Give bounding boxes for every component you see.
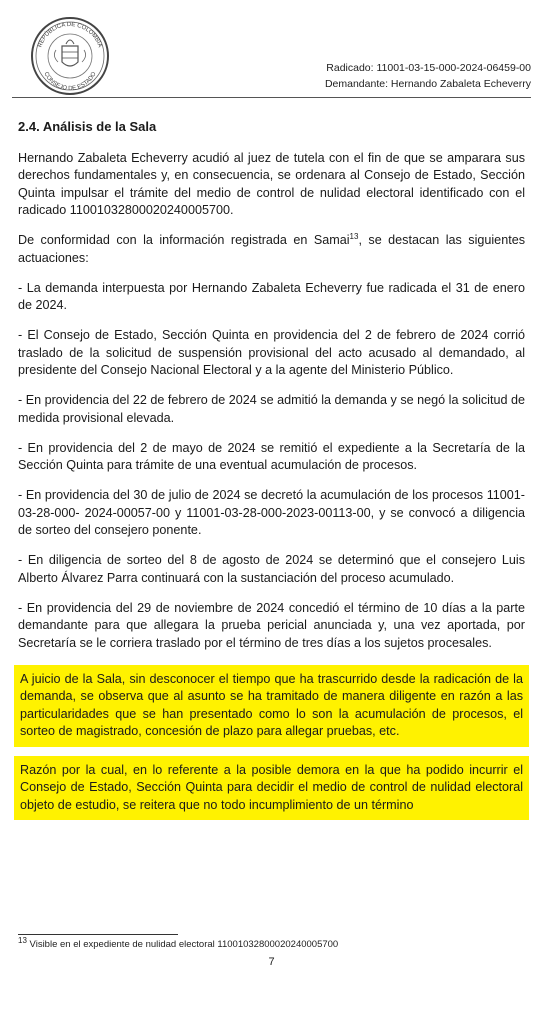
highlighted-paragraph-juicio: A juicio de la Sala, sin desconocer el tiempo que ha trascurrido desde la radicación de la demanda, se observa que al asunto se ha tramitado de manera diligente en razón a las particularidades que se han presentado como lo son la acumulación de procesos, el sorteo de magistrado, concesión de plazo para allegar pruebas, etc.	[14, 665, 529, 747]
paragraph-intro: Hernando Zabaleta Echeverry acudió al juez de tutela con el fin de que se amparara sus derechos fundamentales y, en consecuencia, se ordenara al Consejo de Estado, Sección Quinta impulsar el trámite del medio de control de nulidad electoral identificado con el radicado 11001032800020240005700.	[18, 150, 525, 217]
footnote-divider	[18, 934, 178, 935]
actuacion-item: - En providencia del 22 de febrero de 2024 se admitió la demanda y se negó la solicitud de medida provisional elevada.	[18, 393, 525, 425]
actuacion-item: - En providencia del 30 de julio de 2024 se decretó la acumulación de los procesos 11001-03-28-000- 2024-00057-00 y 11001-03-28-000-2023-00113-00, y se convocó a diligencia de sorteo del consejero ponente.	[18, 488, 525, 537]
footnote-text: Visible en el expediente de nulidad electoral 11001032800020240005700	[26, 939, 339, 950]
actuacion-item: - En diligencia de sorteo del 8 de agosto de 2024 se determinó que el consejero Luis Alberto Álvarez Parra continuará con la sustanciación del proceso acumulado.	[18, 553, 525, 585]
samai-text-before: De conformidad con la información registrada en Samai	[18, 233, 350, 247]
radicado-label: Radicado: 11001-03-15-000-2024-06459-00	[326, 62, 531, 74]
footnote-ref[interactable]: 13	[349, 231, 359, 241]
header-divider	[12, 97, 531, 98]
section-heading: 2.4. Análisis de la Sala	[18, 119, 157, 134]
actuacion-item: - En providencia del 29 de noviembre de 2024 concedió el término de 10 días a la parte demandante para que allegara la prueba pericial anunciada y, una vez aportada, por Secretaría se le corriera traslado por el término de tres días a los sujetos procesales.	[18, 600, 525, 650]
paragraph-samai	[18, 232, 525, 267]
footnote-number: 13	[18, 935, 27, 945]
actuacion-item: - La demanda interpuesta por Hernando Zabaleta Echeverry fue radicada el 31 de enero de 2024.	[18, 280, 525, 312]
seal-text-top: REPÚBLICA DE COLOMBIA	[37, 21, 103, 49]
document-header-meta	[325, 60, 531, 92]
footnote	[18, 935, 339, 950]
samai-text-after: , se destacan las siguientes actuaciones:	[18, 233, 525, 265]
demandante-label: Demandante: Hernando Zabaleta Echeverry	[324, 78, 531, 90]
actuacion-item: - El Consejo de Estado, Sección Quinta en providencia del 2 de febrero de 2024 corrió traslado de la solicitud de suspensión provisional del acto acusado al demandado, al presidente del Consejo Nacional Electoral y a la agente del Ministerio Público.	[18, 328, 525, 377]
highlighted-paragraph-razon: Razón por la cual, en lo referente a la posible demora en la que ha podido incurrir el Consejo de Estado, Sección Quinta para decidir el medio de control de nulidad electoral objeto de estudio, se reitera que no todo incumplimiento de un término	[14, 756, 529, 821]
actuacion-item: - En providencia del 2 de mayo de 2024 se remitió el expediente a la Secretaría de la Sección Quinta para trámite de una eventual acumulación de procesos.	[18, 440, 525, 472]
consejo-de-estado-seal	[26, 10, 114, 98]
page-number: 7	[268, 956, 275, 968]
document-body	[18, 118, 525, 829]
seal-text-bottom: CONSEJO DE ESTADO	[42, 71, 98, 93]
